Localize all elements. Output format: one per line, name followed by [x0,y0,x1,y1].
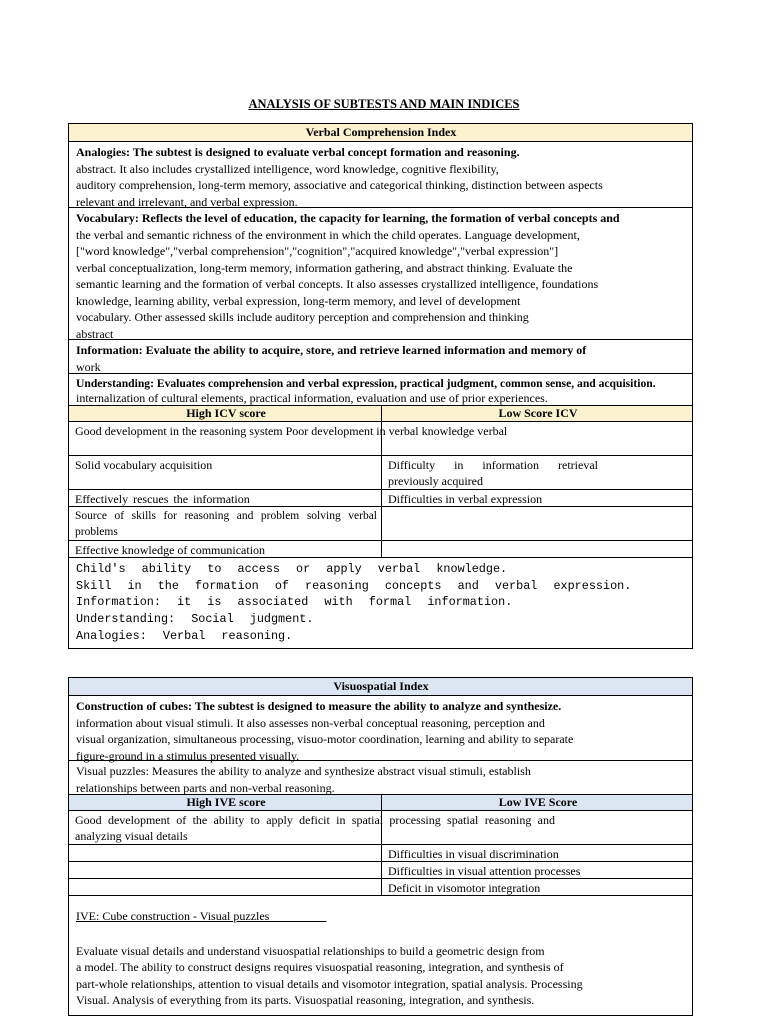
ive-score-table [69,795,692,895]
icv-row-5-high: Effective knowledge of communication [69,541,382,558]
document-title: ANALYSIS OF SUBTESTS AND MAIN INDICES [248,97,520,111]
icv-score-table [69,406,692,558]
ive-note-line: part-whole relationships, attention to visual details and visomotor integration, spatial analysis. Processing [76,976,583,991]
vocabulary-line: semantic learning and the formation of verbal concepts. It also assesses crystallized intelligence, foundations [76,277,599,291]
information-line: work [76,359,101,374]
ive-row-4-high [69,879,382,896]
ive-row-3-low: Difficulties in visual attention processes [382,862,692,879]
visuospatial-notes [69,896,692,1015]
visuospatial-index-header: Visuospatial Index [69,678,692,696]
icv-row-3-high: Effectively rescues the information [69,490,382,507]
icv-row-2-high: Solid vocabulary acquisition [69,456,382,490]
ive-row-2-high [69,845,382,862]
verbal-note-line: Skill in the formation of reasoning concepts and verbal expression. [76,578,632,593]
icv-row-1-text: Good development in the reasoning system Poor development in verbal knowledge verbal [75,424,508,438]
ive-row-2-low: Difficulties in visual discrimination [382,845,692,862]
cubes-section [69,696,692,761]
icv-row-1-high [69,422,508,456]
low-ive-header: Low IVE Score [382,795,692,811]
verbal-index-header: Verbal Comprehension Index [69,124,692,142]
cubes-line: information about visual stimuli. It also assesses non-verbal conceptual reasoning, perception and [76,715,545,730]
understanding-lead: Understanding: Evaluates comprehension and verbal expression, practical judgment, common sense, and acquisition. [76,377,656,390]
icv-row-2-low-text: Difficulty in information retrieval previously acquired [388,458,598,488]
vocabulary-line: ["word knowledge","verbal comprehension","cognition","acquired knowledge","verbal expression"] [76,244,559,258]
vocabulary-line: the verbal and semantic richness of the environment in which the child operates. Language development, [76,227,580,242]
verbal-notes [69,558,692,648]
cubes-lead: Construction of cubes: The subtest is designed to measure the ability to analyze and synthesize. [76,699,562,713]
vocabulary-line: abstract [76,326,114,341]
icv-row-4-low [382,507,692,541]
verbal-note-line: Understanding: Social judgment. [76,612,314,627]
ive-row-1-high [69,811,555,845]
information-section [69,340,692,374]
ive-note-line: Evaluate visual details and understand visuospatial relationships to build a geometric design from [76,943,545,958]
puzzles-line: Visual puzzles: Measures the ability to analyze and synthesize abstract visual stimuli, establish [76,764,531,778]
analogies-line: auditory comprehension, long-term memory, associative and categorical thinking, distinction between aspects [76,178,603,192]
understanding-section [69,374,692,406]
analogies-line: abstract. It also includes crystallized intelligence, word knowledge, cognitive flexibility, [76,161,499,176]
ive-note-title [76,908,686,925]
vocabulary-line: verbal conceptualization, long-term memory, information gathering, and abstract thinking. Evaluate the [76,260,573,275]
high-icv-header: High ICV score [69,406,382,422]
ive-note-title-fill [269,909,326,923]
information-lead: Information: Evaluate the ability to acquire, store, and retrieve learned information and memory of [76,343,587,357]
verbal-note-line: Information: it is associated with formal information. [76,595,513,610]
icv-row-3-low: Difficulties in verbal expression [382,490,692,507]
verbal-comprehension-table [68,123,693,649]
ive-row-1-low [382,811,692,845]
vocabulary-line: vocabulary. Other assessed skills include auditory perception and comprehension and thinking [76,310,529,324]
ive-note-title-text: IVE: Cube construction - Visual puzzles [76,909,270,923]
vocabulary-section [69,208,692,340]
icv-row-2-low [382,456,692,490]
low-icv-header: Low Score ICV [382,406,692,422]
analogies-section [69,142,692,208]
verbal-note-line: Child's ability to access or apply verbal knowledge. [76,562,508,576]
visual-puzzles-section [69,761,692,795]
icv-row-1-low [382,422,692,456]
high-ive-header: High IVE score [69,795,382,811]
analogies-line: relevant and irrelevant, and verbal expression. [76,194,298,209]
icv-row-4-text: Source of skills for reasoning and problem solving verbal problems [75,510,377,538]
ive-note-line: a model. The ability to construct designs requires visuospatial reasoning, integration, and synthesis of [76,960,564,974]
icv-row-5-low [382,541,692,558]
vocabulary-line: knowledge, learning ability, verbal expression, long-term memory, and level of development [76,293,521,308]
ive-row-1-text: Good development of the ability to apply deficit in spatial processing spatial reasoning and analyzing visual details [75,813,555,843]
ive-row-3-high [69,862,382,879]
vocabulary-lead: Vocabulary: Reflects the level of education, the capacity for learning, the formation of verbal concepts and [76,211,620,225]
analogies-lead: Analogies: The subtest is designed to evaluate verbal concept formation and reasoning. [76,145,520,159]
verbal-note-line: Analogies: Verbal reasoning. [76,628,293,643]
visuospatial-table [68,677,693,1016]
understanding-line: internalization of cultural elements, practical information, evaluation and use of prior experiences. [76,391,548,405]
cubes-line: figure-ground in a stimulus presented visually. [76,748,300,763]
icv-row-4-high [69,507,382,541]
cubes-line: visual organization, simultaneous processing, visuo-motor coordination, learning and ability to separate [76,732,574,746]
puzzles-line: relationships between parts and non-verbal reasoning. [76,780,335,795]
ive-note-line: Visual. Analysis of everything from its parts. Visuospatial reasoning, integration, and synthesis. [76,993,535,1007]
ive-row-4-low: Deficit in visomotor integration [382,879,692,896]
